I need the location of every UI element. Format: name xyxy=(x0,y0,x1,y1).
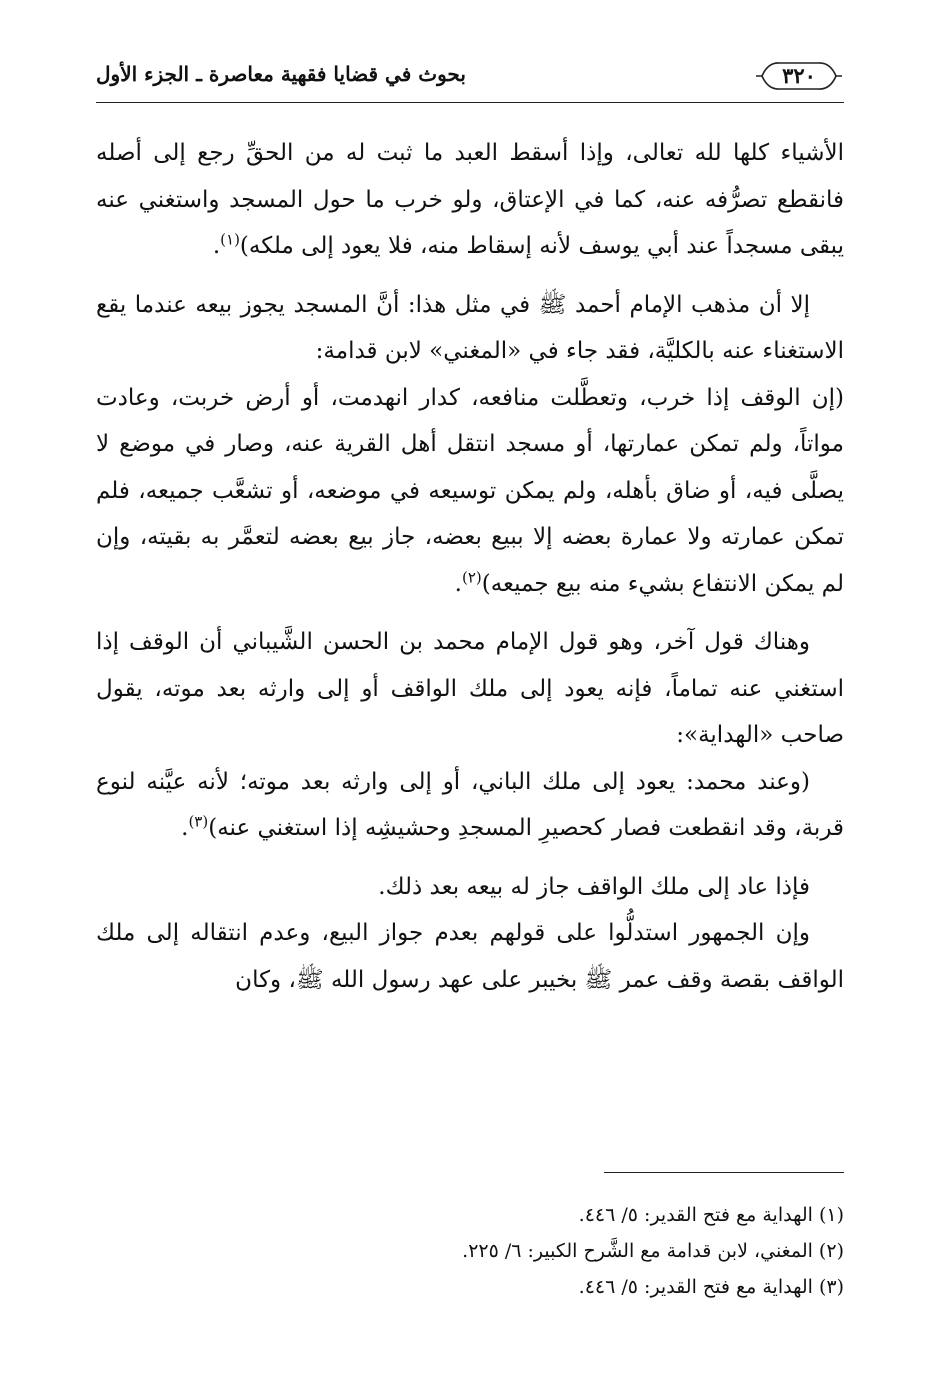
paragraph-2: إلا أن مذهب الإمام أحمد ﷺ في مثل هذا: أنَّ المسجد يجوز بيعه عندما يقع الاستغناء عنه بالكليَّة، فقد جاء في «المغني» لابن قدامة: xyxy=(96,291,844,364)
footnote-ref-1[interactable]: (١) xyxy=(220,230,240,249)
paragraph-5: (وعند محمد: يعود إلى ملك الباني، أو إلى وارثه بعد موته؛ لأنه عيَّنه لنوع قربة، وقد انقطعت فصار كحصيرِ المسجدِ وحشيشِه إذا استغني عنه)$^{(٣)}$. xyxy=(96,768,844,841)
paragraph-7: وإن الجمهور استدلُّوا على قولهم بعدم جواز البيع، وعدم انتقاله إلى ملك الواقف بقصة وقف عمر ﷺ بخيبر على عهد رسول الله ﷺ، وكان xyxy=(96,920,844,993)
page-number-badge xyxy=(754,58,844,94)
page-header xyxy=(96,58,844,100)
footnote-3: (٣) الهداية مع فتح القدير: ٥/ ٤٤٦. xyxy=(578,1276,844,1298)
paragraph-6: فإذا عاد إلى ملك الواقف جاز له بيعه بعد ذلك. xyxy=(378,873,810,900)
footnote-ref-3[interactable]: (٣) xyxy=(188,812,209,831)
header-rule xyxy=(96,102,844,103)
page-number: ٣٢٠ xyxy=(782,63,816,88)
footnote-rule xyxy=(604,1172,844,1173)
footnote-1: (١) الهداية مع فتح القدير: ٥/ ٤٤٦. xyxy=(578,1204,844,1226)
running-title: بحوث في قضايا فقهية معاصرة ـ الجزء الأول xyxy=(96,62,466,86)
paragraph-4: وهناك قول آخر، وهو قول الإمام محمد بن الحسن الشَّيباني أن الوقف إذا استغني عنه تماماً، فإنه يعود إلى ملك الواقف أو إلى وارثه بعد موته، يقول صاحب «الهداية»: xyxy=(96,629,844,748)
footnotes xyxy=(96,1197,844,1305)
paragraph-1: الأشياء كلها لله تعالى، وإذا أسقط العبد ما ثبت له من الحقِّ رجع إلى أصله فانقطع تصرُّفه عنه، كما في الإعتاق، ولو خرب ما حول المسجد واستغني عنه يبقى مسجداً عند أبي يوسف لأنه إسقاط منه، فلا يعود إلى ملكه)$^{(١)}$. xyxy=(96,140,844,259)
footnote-2: (٢) المغني، لابن قدامة مع الشَّرح الكبير: ٦/ ٢٢٥. xyxy=(462,1240,844,1262)
footnote-ref-2[interactable]: (٢) xyxy=(461,567,482,586)
body-text xyxy=(96,130,844,1003)
paragraph-3: (إن الوقف إذا خرب، وتعطَّلت منافعه، كدار انهدمت، أو أرض خربت، وعادت مواتاً، ولم تمكن عمارتها، أو مسجد انتقل أهل القرية عنه، وصار في موضع لا يصلَّى فيه، أو ضاق بأهله، ولم يمكن توسيعه في موضعه، أو تشعَّب جميعه، فلم تمكن عمارته ولا عمارة بعضه إلا ببيع بعضه، جاز بيع بعضه لتعمَّر به بقيته، وإن لم يمكن الانتفاع بشيء منه بيع جميعه)$^{(٢)}$. xyxy=(96,384,844,597)
